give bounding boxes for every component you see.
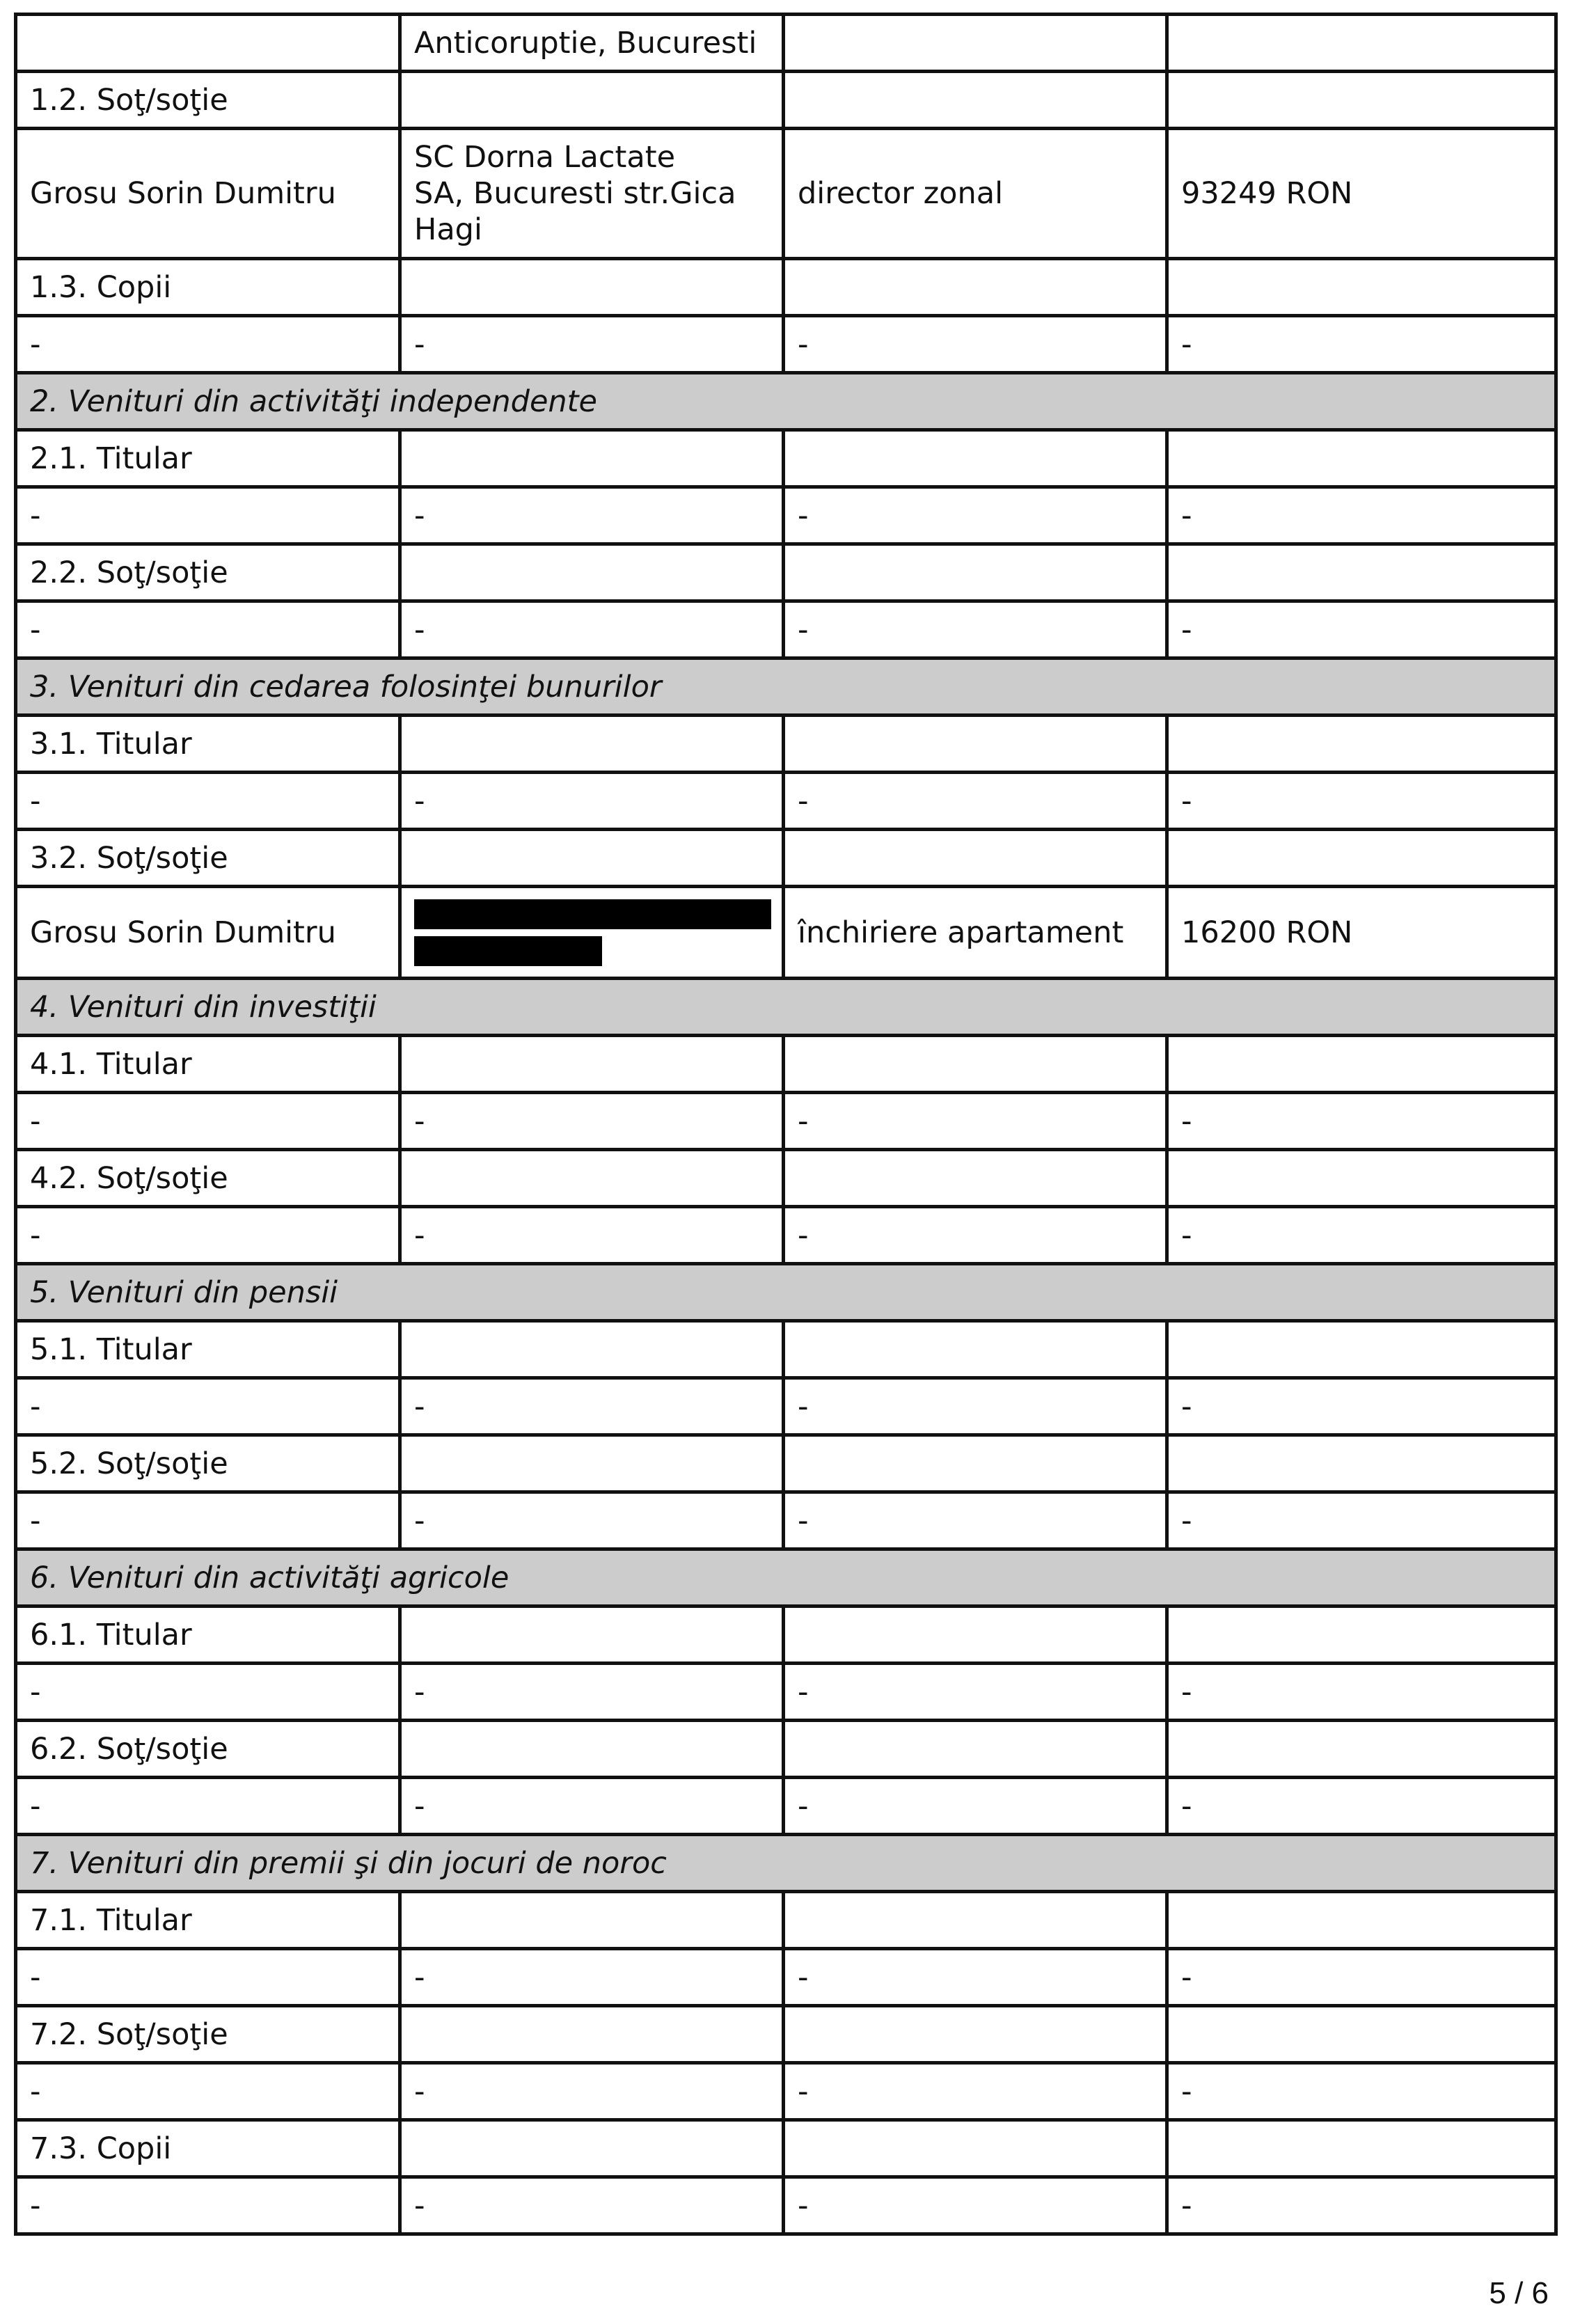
table-cell: Grosu Sorin Dumitru xyxy=(16,887,400,979)
table-cell xyxy=(784,1321,1167,1378)
table-cell xyxy=(1167,830,1556,887)
section-title: 7. Venituri din premii şi din jocuri de noroc xyxy=(16,1835,1556,1892)
table-row xyxy=(16,1892,1556,1949)
table-cell: - xyxy=(16,2177,400,2234)
section-header-row xyxy=(16,658,1556,716)
table-cell xyxy=(400,1036,784,1093)
table-cell: - xyxy=(784,1378,1167,1435)
table-cell: - xyxy=(16,1778,400,1835)
table-cell: - xyxy=(16,2063,400,2120)
table-row xyxy=(16,487,1556,544)
table-cell: - xyxy=(784,1207,1167,1264)
table-cell: - xyxy=(400,1207,784,1264)
table-cell: 6.1. Titular xyxy=(16,1607,400,1664)
table-cell: 6.2. Soţ/soţie xyxy=(16,1721,400,1778)
table-row xyxy=(16,15,1556,72)
table-row xyxy=(16,601,1556,658)
table-row xyxy=(16,1721,1556,1778)
table-cell xyxy=(1167,1321,1556,1378)
table-cell xyxy=(784,1721,1167,1778)
table-cell: - xyxy=(784,773,1167,830)
table-cell xyxy=(1167,716,1556,773)
table-row xyxy=(16,129,1556,259)
table-cell: - xyxy=(784,601,1167,658)
table-cell xyxy=(1167,1892,1556,1949)
table-cell xyxy=(1167,1607,1556,1664)
table-cell xyxy=(784,15,1167,72)
table-cell: - xyxy=(16,1949,400,2006)
table-cell: 7.2. Soţ/soţie xyxy=(16,2006,400,2063)
redaction-bar xyxy=(414,936,602,966)
table-cell: - xyxy=(400,1378,784,1435)
table-cell xyxy=(784,1607,1167,1664)
table-cell: - xyxy=(16,1207,400,1264)
table-row xyxy=(16,887,1556,979)
table-cell xyxy=(784,430,1167,487)
table-row xyxy=(16,1150,1556,1207)
table-cell xyxy=(784,1435,1167,1492)
table-cell xyxy=(784,1150,1167,1207)
table-cell: - xyxy=(400,2177,784,2234)
section-header-row xyxy=(16,1835,1556,1892)
table-cell: - xyxy=(784,316,1167,373)
table-row xyxy=(16,1607,1556,1664)
table-cell: închiriere apartament xyxy=(784,887,1167,979)
table-cell xyxy=(16,15,400,72)
table-cell: 3.2. Soţ/soţie xyxy=(16,830,400,887)
section-title: 5. Venituri din pensii xyxy=(16,1264,1556,1321)
table-row xyxy=(16,316,1556,373)
table-cell xyxy=(784,544,1167,601)
table-cell: Anticoruptie, Bucuresti xyxy=(400,15,784,72)
table-cell: 5.2. Soţ/soţie xyxy=(16,1435,400,1492)
table-cell: - xyxy=(16,1093,400,1150)
table-cell xyxy=(400,430,784,487)
table-cell xyxy=(784,72,1167,129)
table-cell xyxy=(400,1607,784,1664)
table-row xyxy=(16,1492,1556,1549)
table-cell: 4.2. Soţ/soţie xyxy=(16,1150,400,1207)
table-cell: - xyxy=(16,316,400,373)
table-cell xyxy=(784,830,1167,887)
table-row xyxy=(16,1207,1556,1264)
table-cell: - xyxy=(784,1664,1167,1721)
table-cell: - xyxy=(400,1492,784,1549)
table-cell xyxy=(784,259,1167,316)
table-cell: 2.2. Soţ/soţie xyxy=(16,544,400,601)
table-cell xyxy=(400,259,784,316)
table-row xyxy=(16,1949,1556,2006)
table-cell xyxy=(400,72,784,129)
table-cell xyxy=(784,2006,1167,2063)
table-cell: - xyxy=(784,2063,1167,2120)
table-cell: - xyxy=(16,1664,400,1721)
table-cell: - xyxy=(16,601,400,658)
table-row xyxy=(16,2120,1556,2177)
table-cell: - xyxy=(784,487,1167,544)
table-row xyxy=(16,544,1556,601)
table-row xyxy=(16,1378,1556,1435)
page-number: 5 / 6 xyxy=(1489,2276,1549,2310)
table-row xyxy=(16,1778,1556,1835)
table-row xyxy=(16,2006,1556,2063)
table-cell xyxy=(784,1036,1167,1093)
table-cell: 1.3. Copii xyxy=(16,259,400,316)
table-row xyxy=(16,2063,1556,2120)
table-cell: - xyxy=(16,487,400,544)
table-cell xyxy=(1167,1721,1556,1778)
table-cell: 7.3. Copii xyxy=(16,2120,400,2177)
table-cell: - xyxy=(400,1949,784,2006)
table-cell: 2.1. Titular xyxy=(16,430,400,487)
table-cell: - xyxy=(400,316,784,373)
table-cell xyxy=(1167,1150,1556,1207)
table-cell xyxy=(400,544,784,601)
table-row xyxy=(16,72,1556,129)
table-cell: - xyxy=(400,1093,784,1150)
table-cell: 4.1. Titular xyxy=(16,1036,400,1093)
table-cell xyxy=(400,1721,784,1778)
table-cell xyxy=(1167,72,1556,129)
table-row xyxy=(16,259,1556,316)
table-cell: - xyxy=(1167,1207,1556,1264)
table-body xyxy=(16,15,1556,2234)
table-row xyxy=(16,773,1556,830)
table-cell: - xyxy=(400,601,784,658)
table-cell: - xyxy=(16,1378,400,1435)
table-cell xyxy=(400,2120,784,2177)
table-row xyxy=(16,2177,1556,2234)
table-cell: - xyxy=(1167,1093,1556,1150)
table-cell: - xyxy=(784,1492,1167,1549)
section-header-row xyxy=(16,1549,1556,1607)
table-cell: - xyxy=(1167,1492,1556,1549)
table-cell: - xyxy=(1167,2063,1556,2120)
section-header-row xyxy=(16,1264,1556,1321)
table-cell xyxy=(1167,1435,1556,1492)
redacted-cell xyxy=(400,887,784,979)
table-cell xyxy=(400,716,784,773)
table-cell xyxy=(400,1435,784,1492)
table-cell: - xyxy=(400,487,784,544)
table-row xyxy=(16,1036,1556,1093)
table-cell xyxy=(784,716,1167,773)
table-cell: - xyxy=(16,773,400,830)
table-cell xyxy=(400,1321,784,1378)
table-cell xyxy=(1167,15,1556,72)
table-cell: 7.1. Titular xyxy=(16,1892,400,1949)
table-cell: - xyxy=(784,1093,1167,1150)
table-cell: 16200 RON xyxy=(1167,887,1556,979)
table-row xyxy=(16,1664,1556,1721)
table-cell: SC Dorna Lactate SA, Bucuresti str.Gica Hagi xyxy=(400,129,784,259)
table-cell xyxy=(784,2120,1167,2177)
section-title: 4. Venituri din investiţii xyxy=(16,979,1556,1036)
table-cell: - xyxy=(1167,1378,1556,1435)
table-cell: - xyxy=(1167,487,1556,544)
table-cell xyxy=(1167,259,1556,316)
section-title: 2. Venituri din activităţi independente xyxy=(16,373,1556,430)
table-row xyxy=(16,430,1556,487)
table-cell: - xyxy=(400,2063,784,2120)
table-cell: 5.1. Titular xyxy=(16,1321,400,1378)
table-row xyxy=(16,830,1556,887)
table-cell: - xyxy=(1167,1949,1556,2006)
table-cell xyxy=(1167,2006,1556,2063)
table-row xyxy=(16,716,1556,773)
table-cell: - xyxy=(784,2177,1167,2234)
table-cell: 1.2. Soţ/soţie xyxy=(16,72,400,129)
table-row xyxy=(16,1435,1556,1492)
table-cell xyxy=(1167,430,1556,487)
table-cell: 93249 RON xyxy=(1167,129,1556,259)
table-cell: - xyxy=(1167,601,1556,658)
table-cell xyxy=(1167,1036,1556,1093)
table-cell: - xyxy=(784,1949,1167,2006)
table-cell: - xyxy=(1167,316,1556,373)
table-cell: - xyxy=(1167,773,1556,830)
redaction-bar xyxy=(414,899,771,929)
table-cell xyxy=(400,830,784,887)
table-cell: 3.1. Titular xyxy=(16,716,400,773)
section-title: 6. Venituri din activităţi agricole xyxy=(16,1549,1556,1607)
table-cell: - xyxy=(1167,2177,1556,2234)
table-row xyxy=(16,1093,1556,1150)
table-cell: - xyxy=(400,1664,784,1721)
section-header-row xyxy=(16,373,1556,430)
table-cell xyxy=(1167,544,1556,601)
table-cell: - xyxy=(784,1778,1167,1835)
table-cell: - xyxy=(400,773,784,830)
table-cell: Grosu Sorin Dumitru xyxy=(16,129,400,259)
table-cell: director zonal xyxy=(784,129,1167,259)
table-cell: - xyxy=(400,1778,784,1835)
table-cell: - xyxy=(1167,1778,1556,1835)
table-cell xyxy=(784,1892,1167,1949)
table-cell xyxy=(400,1150,784,1207)
table-cell xyxy=(400,1892,784,1949)
table-cell xyxy=(1167,2120,1556,2177)
section-header-row xyxy=(16,979,1556,1036)
table-row xyxy=(16,1321,1556,1378)
section-title: 3. Venituri din cedarea folosinţei bunurilor xyxy=(16,658,1556,716)
table-cell xyxy=(400,2006,784,2063)
table-cell: - xyxy=(1167,1664,1556,1721)
income-declaration-table xyxy=(14,13,1558,2236)
table-cell: - xyxy=(16,1492,400,1549)
